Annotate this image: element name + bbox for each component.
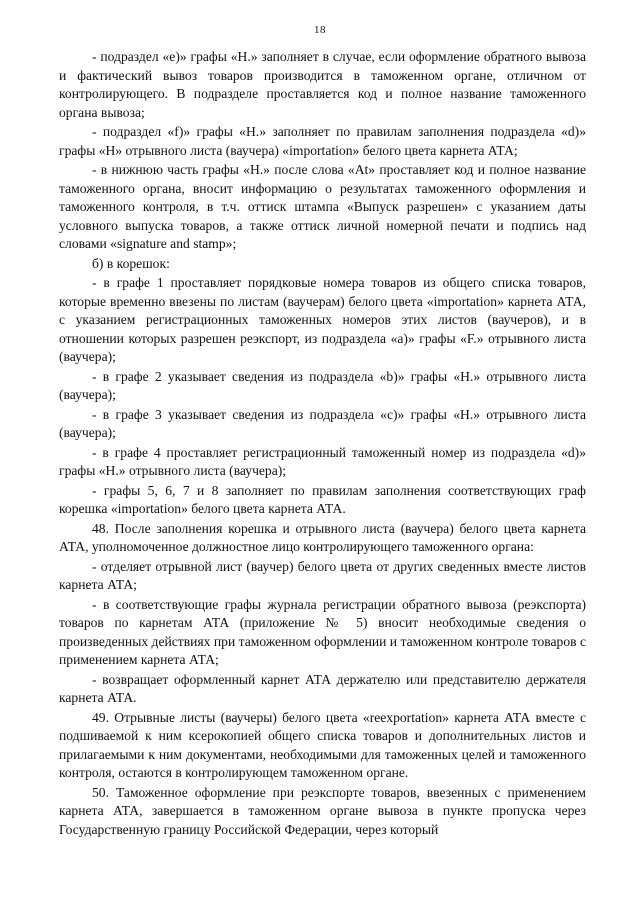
paragraph-bottom-of-box-h: - в нижнюю часть графы «Н.» после слова «At» проставляет код и полное название таможенного органа, вносит информацию о результатах таможенного оформления и таможенного контроля, в т.ч. оттиск штампа «Выпуск разрешен» с указанием даты условного выпуска товаров, а также оттиск личной номерной печати и подпись над словами «signature and stamp»;	[59, 162, 586, 251]
paragraph-counterfoil-heading: б) в корешок:	[92, 255, 170, 271]
paragraph-counterfoil-boxes-5-8: - графы 5, 6, 7 и 8 заполняет по правилам заполнения соответствующих граф корешка «importation» белого цвета карнета АТА.	[59, 482, 586, 516]
paragraph-clause-48-detach: - отделяет отрывной лист (ваучер) белого цвета от других сведенных вместе листов карнета АТА;	[59, 558, 586, 592]
paragraph-clause-49: 49. Отрывные листы (ваучеры) белого цвета «reexportation» карнета АТА вместе с подшиваемой к ним ксерокопией общего списка товаров и дополнительных листов и прилагаемыми к ним документами, необходимыми для таможенных целей и таможенного контроля, остаются в контролирующем таможенном органе.	[59, 709, 586, 780]
paragraph-clause-48: 48. После заполнения корешка и отрывного листа (ваучера) белого цвета карнета АТА, уполномоченное должностное лицо контролирующего таможенного органа:	[59, 520, 586, 554]
paragraph-clause-48-return: - возвращает оформленный карнет АТА держателю или представителю держателя карнета АТА.	[59, 671, 586, 705]
paragraph-counterfoil-box-3: - в графе 3 указывает сведения из подраздела «с)» графы «Н.» отрывного листа (ваучера);	[59, 406, 586, 440]
page-number: 18	[314, 24, 326, 36]
paragraph-counterfoil-box-2: - в графе 2 указывает сведения из подраздела «b)» графы «Н.» отрывного листа (ваучера);	[59, 368, 586, 402]
paragraph-clause-48-register: - в соответствующие графы журнала регистрации обратного вывоза (реэкспорта) товаров по карнетам АТА (приложение № 5) вносит необходимые сведения о произведенных действиях при таможенном оформлении и таможенном контроле товаров с применением карнета АТА;	[59, 596, 586, 667]
paragraph-counterfoil-box-1: - в графе 1 проставляет порядковые номера товаров из общего списка товаров, которые временно ввезены по листам (ваучерам) белого цвета «importation» карнета АТА, с указанием регистрационных таможенных номеров этих листов (ваучеров), и в отношении которых разрешен реэкспорт, из подраздела «а)» графы «F.» отрывного листа (ваучера);	[59, 275, 586, 364]
paragraph-counterfoil-box-4: - в графе 4 проставляет регистрационный таможенный номер из подраздела «d)» графы «Н.» отрывного листа (ваучера);	[59, 444, 586, 478]
document-body	[59, 48, 586, 840]
paragraph-clause-50: 50. Таможенное оформление при реэкспорте товаров, ввезенных с применением карнета АТА, завершается в таможенном органе вывоза в пункте пропуска через Государственную границу Российской Федерации, через который	[59, 784, 586, 837]
paragraph-subsection-f: - подраздел «f)» графы «Н.» заполняет по правилам заполнения подраздела «d)» графы «Н» отрывного листа (ваучера) «importation» белого цвета карнета АТА;	[59, 124, 586, 158]
paragraph-subsection-e: - подраздел «е)» графы «Н.» заполняет в случае, если оформление обратного вывоза и фактический вывоз товаров производится в таможенном органе, отличном от контролирующего. В подразделе проставляется код и полное название таможенного органа вывоза;	[59, 49, 586, 120]
